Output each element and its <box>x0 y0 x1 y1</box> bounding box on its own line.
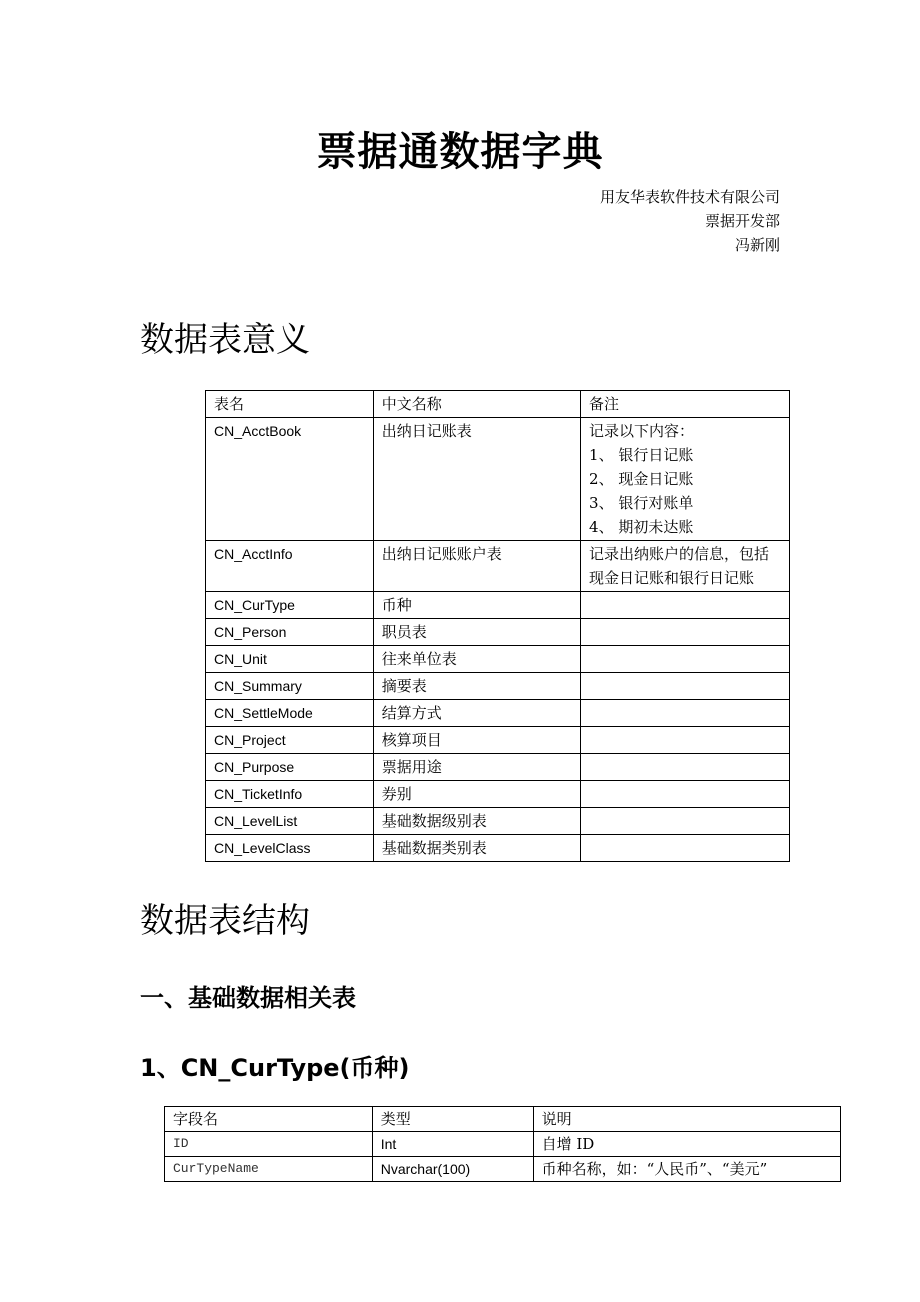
table-meaning-body <box>206 391 790 862</box>
chinese-name-cell: 币种 <box>373 592 580 619</box>
note-cell <box>581 754 790 781</box>
chinese-name-cell: 基础数据级别表 <box>373 808 580 835</box>
field-type-cell: Int <box>372 1132 533 1157</box>
table-name-cell: CN_TicketInfo <box>206 781 374 808</box>
note-cell <box>581 673 790 700</box>
table-row <box>206 700 790 727</box>
note-cell <box>581 700 790 727</box>
note-cell <box>581 808 790 835</box>
section-heading-meaning: 数据表意义 <box>140 320 310 360</box>
note-line: 4、 期初未达账 <box>589 518 694 536</box>
header-cell: 中文名称 <box>373 391 580 418</box>
table-row <box>206 418 790 541</box>
header-cell: 备注 <box>581 391 790 418</box>
section-heading-structure: 数据表结构 <box>140 901 310 941</box>
table-name-cell: CN_SettleMode <box>206 700 374 727</box>
note-line: 记录以下内容： <box>589 422 695 440</box>
table-heading-curtype: 1、CN_CurType(币种) <box>140 1054 410 1082</box>
table-header-row <box>206 391 790 418</box>
table-row <box>206 781 790 808</box>
chinese-name-cell: 核算项目 <box>373 727 580 754</box>
table-row <box>206 808 790 835</box>
table-name-cell: CN_Person <box>206 619 374 646</box>
field-desc-cell: 自增 ID <box>533 1132 840 1157</box>
header-cell: 类型 <box>372 1107 533 1132</box>
header-cell: 表名 <box>206 391 374 418</box>
document-title: 票据通数据字典 <box>316 129 604 175</box>
table-row <box>206 646 790 673</box>
table-name-cell: CN_CurType <box>206 592 374 619</box>
subsection-heading-basic-data: 一、基础数据相关表 <box>140 984 356 1012</box>
note-cell <box>581 727 790 754</box>
table-meaning <box>205 390 790 862</box>
table-row <box>206 754 790 781</box>
author-name: 冯新刚 <box>734 236 780 254</box>
table-name-cell: CN_AcctInfo <box>206 541 374 592</box>
note-cell <box>581 418 790 541</box>
chinese-name-cell: 出纳日记账表 <box>373 418 580 541</box>
table-curtype-body <box>165 1107 841 1182</box>
note-line: 记录出纳账户的信息，包括 <box>589 545 770 563</box>
table-name-cell: CN_Project <box>206 727 374 754</box>
note-line: 1、 银行日记账 <box>589 446 694 464</box>
header-cell: 字段名 <box>165 1107 373 1132</box>
table-name-cell: CN_AcctBook <box>206 418 374 541</box>
author-company: 用友华表软件技术有限公司 <box>599 188 780 206</box>
table-name-cell: CN_LevelClass <box>206 835 374 862</box>
chinese-name-cell: 结算方式 <box>373 700 580 727</box>
note-cell <box>581 835 790 862</box>
table-row <box>165 1157 841 1182</box>
chinese-name-cell: 摘要表 <box>373 673 580 700</box>
field-name-cell: CurTypeName <box>165 1157 373 1182</box>
header-cell: 说明 <box>533 1107 840 1132</box>
table-row <box>206 673 790 700</box>
author-department: 票据开发部 <box>704 212 780 230</box>
table-row <box>206 835 790 862</box>
table-row <box>206 541 790 592</box>
chinese-name-cell: 职员表 <box>373 619 580 646</box>
table-row <box>206 727 790 754</box>
note-cell <box>581 619 790 646</box>
table-header-row <box>165 1107 841 1132</box>
table-curtype <box>164 1106 841 1182</box>
table-row <box>206 592 790 619</box>
note-cell <box>581 781 790 808</box>
table-name-cell: CN_Unit <box>206 646 374 673</box>
note-cell <box>581 541 790 592</box>
field-desc-cell: 币种名称，如：“人民币”、“美元” <box>533 1157 840 1182</box>
note-line: 现金日记账和银行日记账 <box>589 569 755 587</box>
table-name-cell: CN_LevelList <box>206 808 374 835</box>
table-row <box>206 619 790 646</box>
field-type-cell: Nvarchar(100) <box>372 1157 533 1182</box>
author-block <box>600 185 780 257</box>
chinese-name-cell: 出纳日记账账户表 <box>373 541 580 592</box>
table-name-cell: CN_Summary <box>206 673 374 700</box>
note-line: 2、 现金日记账 <box>589 470 694 488</box>
note-cell <box>581 592 790 619</box>
note-line: 3、 银行对账单 <box>589 494 694 512</box>
table-name-cell: CN_Purpose <box>206 754 374 781</box>
note-cell <box>581 646 790 673</box>
chinese-name-cell: 票据用途 <box>373 754 580 781</box>
chinese-name-cell: 基础数据类别表 <box>373 835 580 862</box>
field-name-cell: ID <box>165 1132 373 1157</box>
table-row <box>165 1132 841 1157</box>
chinese-name-cell: 往来单位表 <box>373 646 580 673</box>
chinese-name-cell: 券别 <box>373 781 580 808</box>
